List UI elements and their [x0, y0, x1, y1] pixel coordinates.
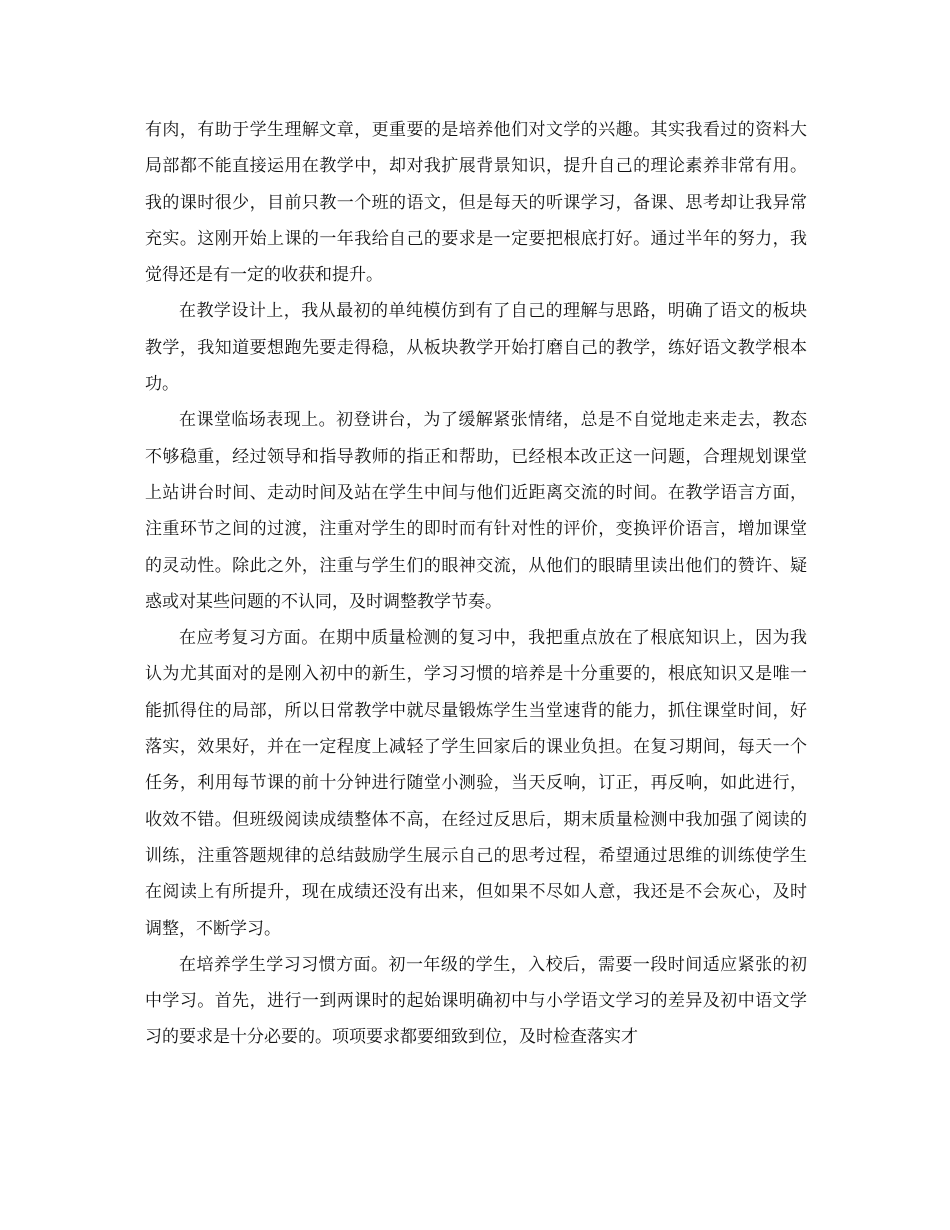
- document-body: [145, 112, 807, 1056]
- paragraph-2: 在教学设计上，我从最初的单纯模仿到有了自己的理解与思路，明确了语文的板块教学，我知道要想跑先要走得稳，从板块教学开始打磨自己的教学，练好语文教学根本功。: [145, 301, 807, 395]
- paragraph-1: 有肉，有助于学生理解文章，更重要的是培养他们对文学的兴趣。其实我看过的资料大局部都不能直接运用在教学中，却对我扩展背景知识，提升自己的理论素养非常有用。我的课时很少，目前只教一个班的语文，但是每天的听课学习，备课、思考却让我异常充实。这刚开始上课的一年我给自己的要求是一定要把根底打好。通过半年的努力，我觉得还是有一定的收获和提升。: [145, 120, 807, 286]
- paragraph-5: 在培养学生学习习惯方面。初一年级的学生，入校后，需要一段时间适应紧张的初中学习。首先，进行一到两课时的起始课明确初中与小学语文学习的差异及初中语文学习的要求是十分必要的。项项要求都要细致到位，及时检查落实才: [145, 954, 807, 1048]
- paragraph-3: 在课堂临场表现上。初登讲台，为了缓解紧张情绪，总是不自觉地走来走去，教态不够稳重，经过领导和指导教师的指正和帮助，已经根本改正这一问题，合理规划课堂上站讲台时间、走动时间及站在学生中间与他们近距离交流的时间。在教学语言方面，注重环节之间的过渡，注重对学生的即时而有针对性的评价，变换评价语言，增加课堂的灵动性。除此之外，注重与学生们的眼神交流，从他们的眼睛里读出他们的赞许、疑惑或对某些问题的不认同，及时调整教学节奏。: [145, 410, 807, 612]
- paragraph-4: 在应考复习方面。在期中质量检测的复习中，我把重点放在了根底知识上，因为我认为尤其面对的是刚入初中的新生，学习习惯的培养是十分重要的，根底知识又是唯一能抓得住的局部，所以日常教学中就尽量锻炼学生当堂速背的能力，抓住课堂时间，好落实，效果好，并在一定程度上减轻了学生回家后的课业负担。在复习期间，每天一个任务，利用每节课的前十分钟进行随堂小测验，当天反响，订正，再反响，如此进行，收效不错。但班级阅读成绩整体不高，在经过反思后，期末质量检测中我加强了阅读的训练，注重答题规律的总结鼓励学生展示自己的思考过程，希望通过思维的训练使学生在阅读上有所提升，现在成绩还没有出来，但如果不尽如人意，我还是不会灰心，及时调整，不断学习。: [145, 628, 807, 939]
